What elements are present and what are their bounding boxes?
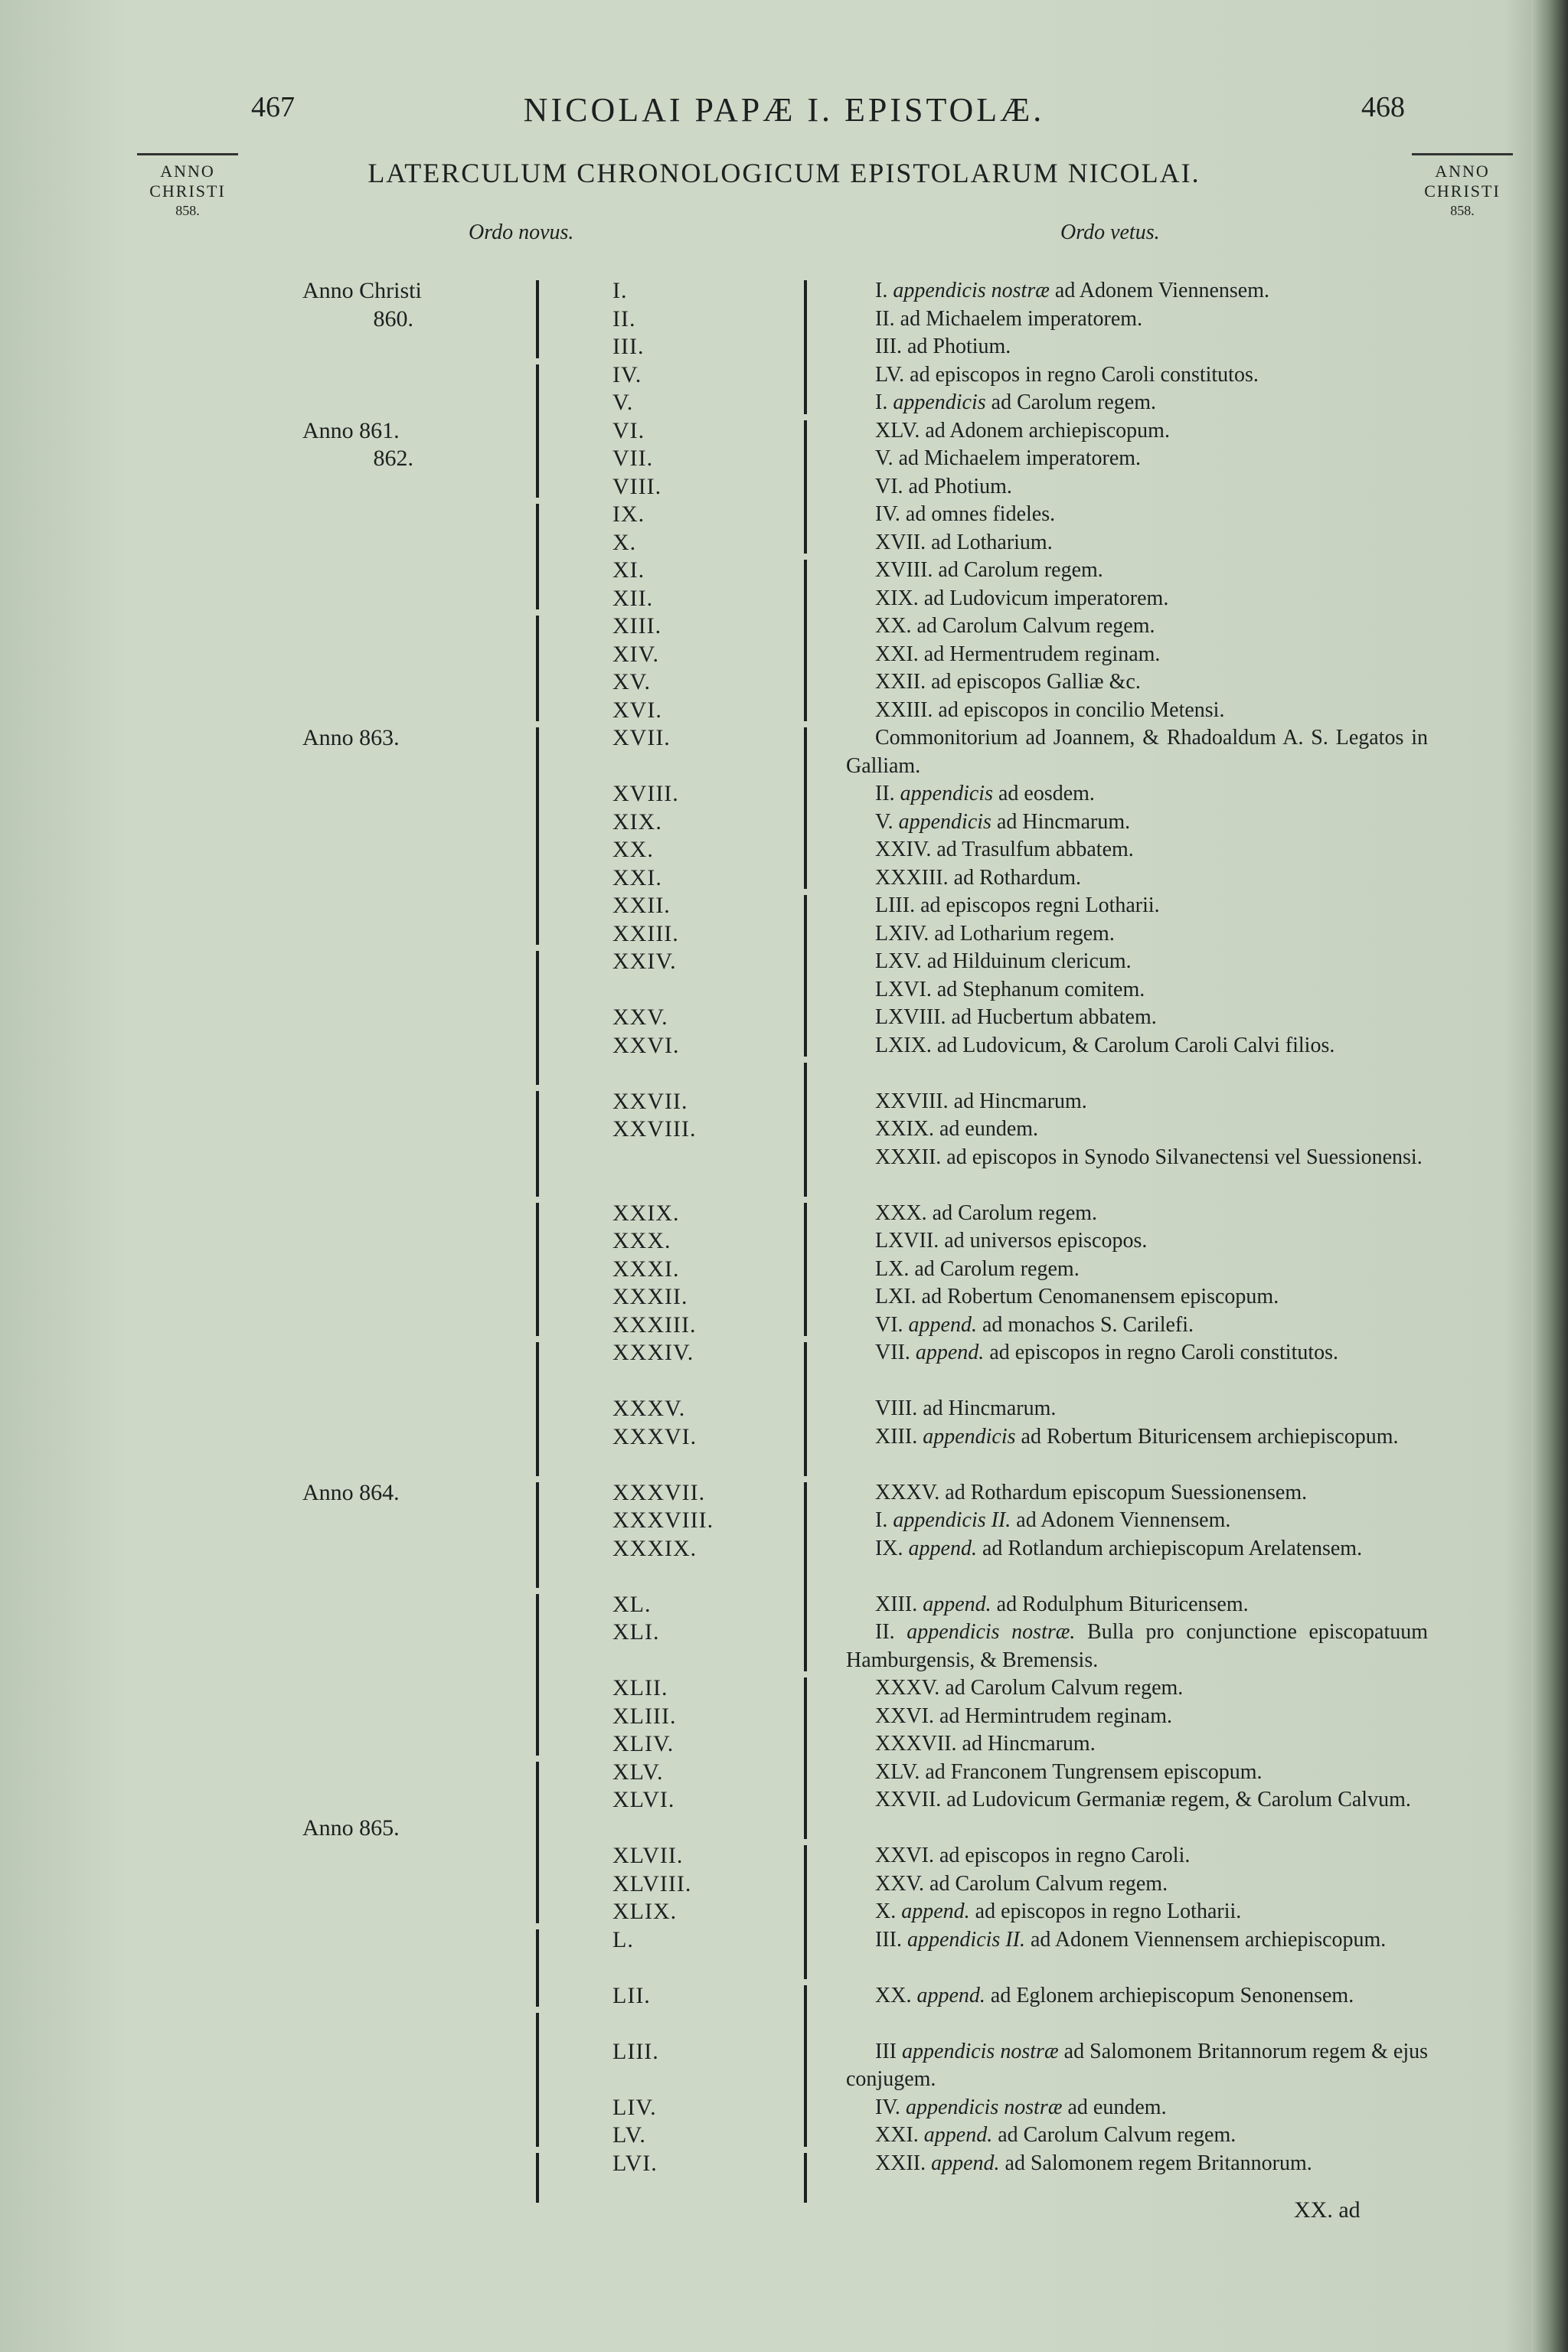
column-rule: [804, 1985, 807, 2147]
ordo-vetus-entry: V. ad Michaelem imperatorem.: [875, 446, 1142, 470]
ordo-novus-number: XVII.: [612, 725, 671, 750]
ordo-vetus-entry: XXIV. ad Trasulfum abbatem.: [875, 838, 1134, 861]
column-rule: [536, 2153, 539, 2203]
column-rule: [804, 1482, 807, 1672]
ordo-vetus-entry: LIII. ad episcopos regni Lotharii.: [875, 893, 1160, 917]
ordo-vetus-entry: LXIV. ad Lotharium regem.: [875, 921, 1115, 946]
ordo-vetus-entry: XXXII. ad episcopos in Synodo Silvanectensi vel Suessionensi.: [875, 1145, 1423, 1169]
ordo-novus-number: VIII.: [612, 473, 662, 499]
ordo-novus-number: XXV.: [612, 1004, 668, 1030]
margin-rule: [1412, 153, 1513, 155]
ordo-vetus-entry: IV. appendicis nostræ ad eundem.: [875, 2095, 1167, 2119]
ordo-novus-number: XVI.: [612, 697, 662, 723]
ordo-novus-number: XXIII.: [612, 920, 679, 946]
ordo-vetus-entry: XXXV. ad Carolum Calvum regem.: [875, 1676, 1184, 1700]
ordo-vetus-entry: I. appendicis ad Carolum regem.: [875, 390, 1157, 414]
ordo-vetus-entry: XXI. append. ad Carolum Calvum regem.: [875, 2123, 1236, 2147]
ordo-vetus-entry: XXVI. ad episcopos in regno Caroli.: [875, 1844, 1191, 1867]
column-rule: [536, 1594, 539, 1756]
ordo-vetus-entry: XXII. append. ad Salomonem regem Britannorum.: [875, 2151, 1312, 2175]
column-rule: [536, 1203, 539, 1337]
ordo-novus-number: XXIV.: [612, 949, 677, 974]
year-label: Anno 861.: [302, 417, 400, 443]
year-label: Anno 864.: [302, 1479, 400, 1505]
column-rule: [536, 1091, 539, 1197]
ordo-novus-number: XXI.: [612, 864, 662, 890]
ordo-vetus-entry: VIII. ad Hincmarum.: [875, 1396, 1057, 1420]
margin-year: 858.: [1450, 203, 1475, 218]
column-rule: [536, 616, 539, 721]
column-rule: [536, 1342, 539, 1476]
ordo-novus-number: XI.: [612, 557, 645, 583]
ordo-vetus-entry: XXIX. ad eundem.: [875, 1117, 1039, 1141]
column-rule: [536, 2013, 539, 2147]
column-rule: [804, 1063, 807, 1197]
ordo-novus-number: XXXI.: [612, 1256, 680, 1282]
ordo-vetus-entry: VI. append. ad monachos S. Carilefi.: [875, 1312, 1194, 1337]
column-rule: [536, 504, 539, 609]
ordo-novus-number: XIV.: [612, 641, 659, 667]
margin-christi: CHRISTI: [149, 181, 226, 201]
margin-christi: CHRISTI: [1424, 181, 1501, 201]
ordo-vetus-entry: XXVII. ad Ludovicum Germaniæ regem, & Carolum Calvum.: [875, 1788, 1411, 1811]
ordo-novus-number: XLV.: [612, 1759, 664, 1785]
ordo-novus-number: XXII.: [612, 893, 671, 918]
ordo-vetus-entry: XLV. ad Adonem archiepiscopum.: [875, 418, 1170, 443]
ordo-vetus-entry: XX. ad Carolum Calvum regem.: [875, 614, 1155, 638]
ordo-novus-number: XLII.: [612, 1675, 668, 1700]
ordo-vetus-entry: VI. ad Photium.: [875, 474, 1012, 498]
ordo-vetus-entry: III. ad Photium.: [875, 335, 1011, 358]
ordo-vetus-entry: I. appendicis nostræ ad Adonem Viennensem.: [875, 279, 1269, 302]
ordo-vetus-entry: III appendicis nostræ ad Salomonem Britannorum regem & ejus conjugem.: [846, 2039, 1428, 2091]
ordo-novus-number: X.: [612, 529, 637, 555]
ordo-novus-number: XLIII.: [612, 1703, 677, 1729]
ordo-vetus-entry: XIX. ad Ludovicum imperatorem.: [875, 586, 1169, 610]
ordo-novus-number: XLVII.: [612, 1843, 684, 1868]
ordo-novus-number: LIII.: [612, 2038, 659, 2064]
year-label: Anno Christi: [302, 278, 422, 303]
column-rule: [536, 727, 539, 945]
ordo-vetus-entry: VII. append. ad episcopos in regno Caroli constitutos.: [875, 1341, 1339, 1364]
ordo-vetus-entry: II. appendicis nostræ. Bulla pro conjunctione episcopatuum Hamburgensis, & Bremensis.: [846, 1620, 1428, 1672]
ordo-vetus-entry: XVIII. ad Carolum regem.: [875, 558, 1103, 582]
page-number-left: 467: [251, 91, 295, 123]
ordo-novus-number: XXXIX.: [612, 1535, 697, 1561]
column-rule: [804, 280, 807, 414]
ordo-vetus-entry: LXI. ad Robertum Cenomanensem episcopum.: [875, 1285, 1279, 1308]
ordo-novus-number: XLVIII.: [612, 1870, 692, 1896]
column-rule: [804, 560, 807, 721]
ordo-novus-number: LVI.: [612, 2150, 658, 2176]
ordo-novus-number: XX.: [612, 837, 654, 862]
ordo-novus-number: L.: [612, 1926, 634, 1952]
ordo-novus-number: XLVI.: [612, 1787, 675, 1812]
margin-anno: ANNO: [1435, 162, 1490, 181]
column-rule: [804, 1677, 807, 1839]
column-label-novus: Ordo novus.: [469, 220, 574, 244]
margin-anno: ANNO: [160, 162, 215, 181]
column-rule: [804, 420, 807, 554]
year-label: 862.: [373, 446, 413, 471]
ordo-novus-number: XXXII.: [612, 1284, 688, 1309]
column-rule: [536, 280, 539, 358]
ordo-novus-number: XIX.: [612, 808, 662, 835]
year-label: Anno 865.: [302, 1815, 400, 1841]
ordo-novus-number: XL.: [612, 1591, 652, 1617]
ordo-novus-number: XXVII.: [612, 1088, 688, 1114]
ordo-novus-number: IX.: [612, 501, 645, 527]
ordo-vetus-entry: XXX. ad Carolum regem.: [875, 1200, 1098, 1225]
document-title: LATERCULUM CHRONOLOGICUM EPISTOLARUM NICOLAI.: [368, 158, 1200, 188]
column-rule: [536, 1482, 539, 1588]
ordo-vetus-entry: XLV. ad Franconem Tungrensem episcopum.: [875, 1759, 1263, 1784]
ordo-vetus-entry: XXVIII. ad Hincmarum.: [875, 1089, 1087, 1113]
ordo-vetus-entry: II. appendicis ad eosdem.: [875, 782, 1095, 805]
ordo-vetus-entry: XIII. appendicis ad Robertum Bituricensem archiepiscopum.: [875, 1424, 1399, 1449]
ordo-novus-number: XLIX.: [612, 1899, 678, 1924]
ordo-novus-number: XV.: [612, 669, 651, 694]
ordo-vetus-entry: XXXVII. ad Hincmarum.: [875, 1732, 1096, 1756]
ordo-novus-number: XXX.: [612, 1228, 671, 1253]
ordo-novus-number: III.: [612, 334, 645, 359]
column-rule: [804, 727, 807, 889]
ordo-vetus-entry: XXV. ad Carolum Calvum regem.: [875, 1871, 1168, 1896]
ordo-novus-number: V.: [612, 390, 634, 415]
ordo-novus-number: LII.: [612, 1982, 651, 2008]
ordo-novus-number: XXXIII.: [612, 1312, 697, 1338]
year-label: Anno 863.: [302, 725, 400, 750]
ordo-vetus-entry: LXVIII. ad Hucbertum abbatem.: [875, 1005, 1157, 1029]
ordo-vetus-entry: XIII. append. ad Rodulphum Bituricensem.: [875, 1592, 1249, 1616]
year-label: 860.: [373, 305, 413, 332]
ordo-vetus-entry: LXVII. ad universos episcopos.: [875, 1229, 1148, 1253]
ordo-novus-number: XIII.: [612, 613, 662, 639]
column-rule: [804, 895, 807, 1057]
ordo-vetus-entry: LV. ad episcopos in regno Caroli constitutos.: [875, 362, 1259, 387]
ordo-vetus-entry: I. appendicis II. ad Adonem Viennensem.: [875, 1508, 1231, 1532]
column-rule: [536, 951, 539, 1085]
column-rule: [804, 1203, 807, 1337]
ordo-vetus-entry: III. appendicis II. ad Adonem Viennensem archiepiscopum.: [875, 1927, 1387, 1952]
ordo-vetus-entry: X. append. ad episcopos in regno Lotharii.: [875, 1900, 1242, 1923]
running-title: NICOLAI PAPÆ I. EPISTOLÆ.: [523, 91, 1045, 129]
ordo-vetus-entry: XXVI. ad Hermintrudem reginam.: [875, 1704, 1172, 1728]
column-label-vetus: Ordo vetus.: [1060, 220, 1160, 244]
ordo-vetus-entry: XVII. ad Lotharium.: [875, 530, 1053, 554]
ordo-vetus-entry: IV. ad omnes fideles.: [875, 502, 1056, 526]
ordo-novus-number: XXXVIII.: [612, 1508, 714, 1533]
ordo-vetus-entry: Commonitorium ad Joannem, & Rhadoaldum A. S. Legatos in Galliam.: [846, 726, 1428, 778]
column-rule: [536, 1929, 539, 2007]
column-rule: [804, 1845, 807, 1979]
ordo-vetus-entry: V. appendicis ad Hincmarum.: [875, 809, 1131, 834]
ordo-novus-number: XXXVI.: [612, 1423, 697, 1449]
ordo-novus-number: XXVI.: [612, 1032, 680, 1058]
ordo-novus-number: VII.: [612, 446, 654, 471]
running-head: [0, 90, 1568, 136]
ordo-novus-number: XXIX.: [612, 1200, 680, 1226]
ordo-novus-number: VI.: [612, 417, 645, 443]
ordo-vetus-entry: LX. ad Carolum regem.: [875, 1256, 1080, 1281]
margin-rule: [137, 153, 238, 155]
ordo-vetus-entry: LXIX. ad Ludovicum, & Carolum Caroli Calvi filios.: [875, 1033, 1335, 1057]
ordo-novus-number: XXXIV.: [612, 1340, 694, 1365]
ordo-novus-number: II.: [612, 305, 636, 332]
catchword: XX. ad: [1294, 2197, 1361, 2223]
ordo-novus-number: XXVIII.: [612, 1116, 697, 1142]
ordo-novus-number: XXXVII.: [612, 1479, 706, 1505]
column-rule: [804, 2153, 807, 2203]
ordo-vetus-entry: XXII. ad episcopos Galliæ &c.: [875, 670, 1141, 694]
ordo-novus-number: IV.: [612, 361, 642, 387]
ordo-novus-number: XXXV.: [612, 1396, 686, 1421]
ordo-vetus-entry: II. ad Michaelem imperatorem.: [875, 306, 1143, 331]
ordo-novus-number: LV.: [612, 2122, 646, 2148]
ordo-vetus-entry: XXXIII. ad Rothardum.: [875, 865, 1082, 890]
column-rule: [804, 1342, 807, 1476]
ordo-novus-number: XLI.: [612, 1619, 660, 1645]
ordo-novus-number: XVIII.: [612, 781, 679, 806]
ordo-novus-number: XLIV.: [612, 1731, 675, 1756]
chronological-table: [0, 268, 1568, 2228]
page-number-right: 468: [1361, 91, 1405, 123]
column-rule: [536, 364, 539, 498]
ordo-novus-number: LIV.: [612, 2094, 657, 2120]
ordo-vetus-entry: XXI. ad Hermentrudem reginam.: [875, 642, 1161, 666]
ordo-vetus-entry: XXIII. ad episcopos in concilio Metensi.: [875, 697, 1225, 722]
ordo-vetus-entry: XX. append. ad Eglonem archiepiscopum Senonensem.: [875, 1983, 1354, 2007]
ordo-novus-number: XII.: [612, 585, 654, 611]
ordo-vetus-entry: IX. append. ad Rotlandum archiepiscopum Arelatensem.: [875, 1536, 1363, 1560]
margin-year: 858.: [175, 203, 200, 218]
ordo-vetus-entry: XXXV. ad Rothardum episcopum Suessionensem.: [875, 1480, 1308, 1504]
ordo-vetus-entry: LXV. ad Hilduinum clericum.: [875, 949, 1132, 973]
column-rule: [536, 1762, 539, 1923]
ordo-novus-number: I.: [612, 278, 628, 303]
ordo-vetus-entry: LXVI. ad Stephanum comitem.: [875, 977, 1145, 1001]
